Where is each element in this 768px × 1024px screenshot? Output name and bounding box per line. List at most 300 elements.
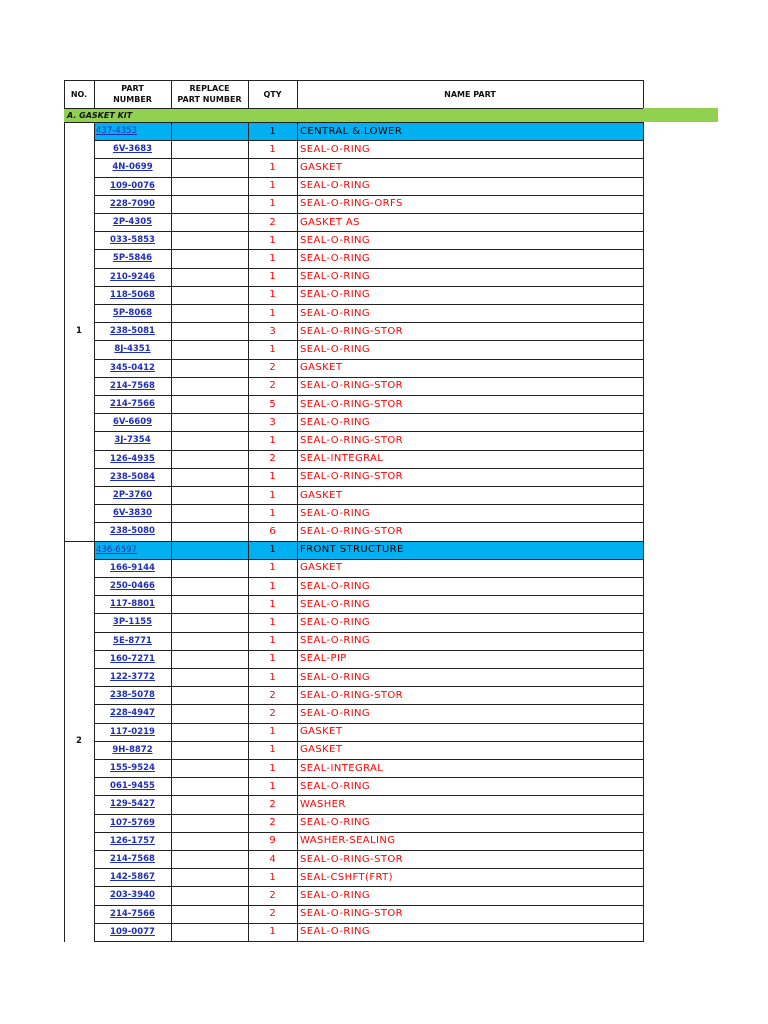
part-number-link[interactable] xyxy=(94,777,171,795)
part-number-text: 155-9524 xyxy=(110,763,155,774)
row-border xyxy=(94,249,643,250)
name-part-text: CENTRAL & LOWER xyxy=(300,125,403,137)
part-number-text: 160-7271 xyxy=(110,653,155,664)
name-part-text: WASHER xyxy=(300,798,346,810)
name-part-cell xyxy=(297,195,643,213)
part-number-text: 3P-1155 xyxy=(112,617,153,628)
part-number-text: 345-0412 xyxy=(110,362,155,373)
qty-value: 1 xyxy=(269,507,276,519)
part-number-text: 437-4353 xyxy=(96,126,137,137)
qty-cell xyxy=(248,140,297,158)
part-number-text: 118-5068 xyxy=(110,289,155,300)
name-part-text: SEAL-O-RING xyxy=(300,252,371,264)
qty-value: 2 xyxy=(269,453,276,465)
part-number-text: 8J-4351 xyxy=(114,344,151,355)
qty-cell xyxy=(248,213,297,231)
part-number-link[interactable] xyxy=(94,213,171,231)
name-part-text: SEAL-O-RING-STOR xyxy=(300,853,403,865)
name-part-text: SEAL-O-RING xyxy=(300,635,371,647)
part-number-text: 109-0077 xyxy=(110,926,155,937)
qty-value: 1 xyxy=(269,343,276,355)
qty-cell xyxy=(248,613,297,631)
header-replace-line: REPLACE xyxy=(189,84,230,93)
name-part-text: SEAL-O-RING xyxy=(300,926,371,938)
replace-part-number xyxy=(171,213,248,231)
qty-value: 1 xyxy=(269,871,276,883)
qty-value: 1 xyxy=(269,271,276,283)
name-part-text: SEAL-O-RING-ORFS xyxy=(300,198,403,210)
name-part-cell xyxy=(297,686,643,704)
name-part-cell xyxy=(297,158,643,176)
part-number-link[interactable] xyxy=(94,486,171,504)
group-border xyxy=(64,122,643,123)
part-number-text: 203-3940 xyxy=(110,890,155,901)
name-part-cell xyxy=(297,832,643,850)
replace-part-number xyxy=(171,504,248,522)
part-number-link[interactable] xyxy=(94,613,171,631)
replace-part-number xyxy=(171,122,248,140)
qty-value: 1 xyxy=(269,726,276,738)
name-part-cell xyxy=(297,559,643,577)
name-part-cell xyxy=(297,886,643,904)
name-part-text: SEAL-O-RING xyxy=(300,234,371,246)
replace-part-number xyxy=(171,704,248,722)
qty-value: 1 xyxy=(269,143,276,155)
group-number-text: 1 xyxy=(76,326,82,337)
part-number-link[interactable] xyxy=(94,650,171,668)
row-border xyxy=(94,704,643,705)
name-part-text: SEAL-O-RING-STOR xyxy=(300,471,403,483)
qty-cell xyxy=(248,486,297,504)
row-border xyxy=(94,668,643,669)
row-border xyxy=(94,213,643,214)
row-border xyxy=(94,286,643,287)
replace-part-number xyxy=(171,322,248,340)
part-number-text: 214-7568 xyxy=(110,380,155,391)
part-number-text: 5P-5846 xyxy=(112,253,153,264)
name-part-text: SEAL-O-RING-STOR xyxy=(300,380,403,392)
part-number-link[interactable] xyxy=(94,850,171,868)
qty-value: 1 xyxy=(269,744,276,756)
part-number-link[interactable] xyxy=(94,304,171,322)
part-number-link[interactable] xyxy=(94,886,171,904)
part-number-text: 9H-8872 xyxy=(112,744,153,755)
qty-value: 1 xyxy=(269,562,276,574)
part-number-text: 5P-8068 xyxy=(112,308,153,319)
row-border xyxy=(94,832,643,833)
part-number-link[interactable] xyxy=(94,431,171,449)
header-col-border xyxy=(64,80,65,108)
replace-part-number xyxy=(171,686,248,704)
name-part-text: SEAL-O-RING xyxy=(300,580,371,592)
replace-part-number xyxy=(171,304,248,322)
name-part-cell xyxy=(297,140,643,158)
name-part-cell xyxy=(297,577,643,595)
part-number-text: 117-8801 xyxy=(110,599,155,610)
part-number-link[interactable] xyxy=(94,923,171,941)
row-border xyxy=(94,304,643,305)
replace-part-number xyxy=(171,195,248,213)
qty-value: 1 xyxy=(269,616,276,628)
part-number-text: 117-0219 xyxy=(110,726,155,737)
replace-part-number xyxy=(171,541,248,559)
qty-value: 9 xyxy=(269,835,276,847)
row-border xyxy=(94,468,643,469)
row-border xyxy=(94,613,643,614)
row-border xyxy=(94,231,643,232)
group-number xyxy=(64,122,94,541)
qty-cell xyxy=(248,723,297,741)
row-border xyxy=(94,868,643,869)
qty-cell xyxy=(248,322,297,340)
part-number-link[interactable] xyxy=(94,741,171,759)
name-part-text: SEAL-INTEGRAL xyxy=(300,453,384,465)
part-number-link[interactable] xyxy=(94,632,171,650)
part-number-text: 3J-7354 xyxy=(114,435,151,446)
name-part-cell xyxy=(297,650,643,668)
name-part-text: SEAL-INTEGRAL xyxy=(300,762,384,774)
qty-value: 1 xyxy=(269,598,276,610)
row-border xyxy=(94,632,643,633)
qty-value: 1 xyxy=(269,635,276,647)
part-number-text: 238-5078 xyxy=(110,690,155,701)
name-part-cell xyxy=(297,268,643,286)
part-number-link[interactable] xyxy=(94,268,171,286)
header-no xyxy=(64,80,94,108)
part-number-link[interactable] xyxy=(94,832,171,850)
name-part-cell xyxy=(297,595,643,613)
qty-cell xyxy=(248,431,297,449)
part-number-link[interactable] xyxy=(94,158,171,176)
part-number-link[interactable] xyxy=(94,395,171,413)
name-part-cell xyxy=(297,923,643,941)
part-number-text: 228-4947 xyxy=(110,708,155,719)
part-number-link[interactable] xyxy=(94,868,171,886)
qty-value: 1 xyxy=(269,780,276,792)
part-number-text: 228-7090 xyxy=(110,198,155,209)
name-part-cell xyxy=(297,359,643,377)
name-part-cell xyxy=(297,541,643,559)
replace-part-number xyxy=(171,759,248,777)
replace-part-number xyxy=(171,923,248,941)
part-number-link[interactable] xyxy=(94,140,171,158)
name-part-cell xyxy=(297,632,643,650)
name-part-cell xyxy=(297,213,643,231)
qty-cell xyxy=(248,632,297,650)
qty-value: 1 xyxy=(269,252,276,264)
part-number-text: 166-9144 xyxy=(110,562,155,573)
qty-cell xyxy=(248,905,297,923)
row-border xyxy=(94,923,643,924)
part-number-text: 214-7568 xyxy=(110,854,155,865)
part-number-link[interactable] xyxy=(94,795,171,813)
qty-cell xyxy=(248,450,297,468)
name-part-cell xyxy=(297,122,643,140)
part-number-link[interactable] xyxy=(94,468,171,486)
name-part-cell xyxy=(297,777,643,795)
name-part-cell xyxy=(297,795,643,813)
name-part-text: SEAL-O-RING xyxy=(300,507,371,519)
part-number-link[interactable] xyxy=(94,814,171,832)
qty-cell xyxy=(248,122,297,140)
part-number-text: 210-9246 xyxy=(110,271,155,282)
part-number-link[interactable] xyxy=(94,450,171,468)
qty-value: 2 xyxy=(269,707,276,719)
name-part-cell xyxy=(297,668,643,686)
part-number-link[interactable] xyxy=(94,359,171,377)
qty-value: 2 xyxy=(269,798,276,810)
part-number-link[interactable] xyxy=(94,377,171,395)
qty-cell xyxy=(248,359,297,377)
qty-cell xyxy=(248,249,297,267)
section-title-bar xyxy=(64,108,718,122)
header-part-number-line: NUMBER xyxy=(113,95,152,104)
part-number-text: 238-5084 xyxy=(110,471,155,482)
part-number-link[interactable] xyxy=(94,723,171,741)
name-part-text: SEAL-O-RING xyxy=(300,143,371,155)
row-border xyxy=(94,322,643,323)
name-part-cell xyxy=(297,613,643,631)
qty-value: 2 xyxy=(269,817,276,829)
name-part-text: SEAL-O-RING xyxy=(300,817,371,829)
part-number-link[interactable] xyxy=(94,504,171,522)
name-part-cell xyxy=(297,468,643,486)
part-number-link[interactable] xyxy=(94,177,171,195)
header-col-border xyxy=(171,80,172,108)
qty-cell xyxy=(248,832,297,850)
name-part-text: GASKET xyxy=(300,489,343,501)
name-part-text: SEAL-O-RING xyxy=(300,343,371,355)
name-part-cell xyxy=(297,431,643,449)
part-number-text: 6V-3830 xyxy=(112,508,153,519)
group-number-text: 2 xyxy=(76,735,82,746)
col-border xyxy=(64,122,65,942)
header-col-border xyxy=(643,80,644,108)
qty-cell xyxy=(248,195,297,213)
row-border xyxy=(94,413,643,414)
replace-part-number xyxy=(171,359,248,377)
qty-cell xyxy=(248,340,297,358)
row-border xyxy=(94,723,643,724)
name-part-cell xyxy=(297,504,643,522)
header-col-border xyxy=(297,80,298,108)
name-part-cell xyxy=(297,340,643,358)
replace-part-number xyxy=(171,158,248,176)
col-border xyxy=(248,122,249,942)
qty-cell xyxy=(248,668,297,686)
part-number-link[interactable] xyxy=(94,704,171,722)
qty-value: 1 xyxy=(269,161,276,173)
part-number-text: 126-1757 xyxy=(110,835,155,846)
name-part-cell xyxy=(297,413,643,431)
name-part-cell xyxy=(297,304,643,322)
part-number-link[interactable] xyxy=(94,577,171,595)
qty-value: 1 xyxy=(269,580,276,592)
qty-cell xyxy=(248,286,297,304)
col-border xyxy=(643,122,644,942)
name-part-cell xyxy=(297,868,643,886)
part-number-link[interactable] xyxy=(94,195,171,213)
part-number-text: 238-5081 xyxy=(110,326,155,337)
row-border xyxy=(94,577,643,578)
row-border xyxy=(94,595,643,596)
part-number-link[interactable] xyxy=(94,668,171,686)
header-name-part-label: NAME PART xyxy=(444,89,496,99)
qty-cell xyxy=(248,577,297,595)
name-part-text: SEAL-O-RING-STOR xyxy=(300,525,403,537)
qty-cell xyxy=(248,814,297,832)
part-number-link[interactable] xyxy=(94,413,171,431)
row-border xyxy=(94,650,643,651)
name-part-text: SEAL-O-RING xyxy=(300,271,371,283)
name-part-text: SEAL-O-RING xyxy=(300,889,371,901)
replace-part-number xyxy=(171,413,248,431)
part-number-text: 109-0076 xyxy=(110,180,155,191)
part-number-text: 214-7566 xyxy=(110,399,155,410)
part-number-link[interactable] xyxy=(94,541,171,559)
qty-cell xyxy=(248,795,297,813)
qty-cell xyxy=(248,268,297,286)
name-part-text: GASKET xyxy=(300,362,343,374)
qty-cell xyxy=(248,886,297,904)
qty-cell xyxy=(248,304,297,322)
name-part-cell xyxy=(297,249,643,267)
part-number-link[interactable] xyxy=(94,322,171,340)
replace-part-number xyxy=(171,231,248,249)
part-number-link[interactable] xyxy=(94,231,171,249)
replace-part-number xyxy=(171,850,248,868)
name-part-text: SEAL-O-RING-STOR xyxy=(300,689,403,701)
replace-part-number xyxy=(171,559,248,577)
qty-value: 2 xyxy=(269,689,276,701)
row-border xyxy=(94,905,643,906)
part-number-link[interactable] xyxy=(94,759,171,777)
part-number-link[interactable] xyxy=(94,340,171,358)
qty-value: 1 xyxy=(269,234,276,246)
name-part-cell xyxy=(297,286,643,304)
part-number-text: 061-9455 xyxy=(110,781,155,792)
row-border xyxy=(94,377,643,378)
qty-cell xyxy=(248,686,297,704)
name-part-text: GASKET AS xyxy=(300,216,360,228)
part-number-text: 126-4935 xyxy=(110,453,155,464)
name-part-text: SEAL-O-RING-STOR xyxy=(300,908,403,920)
qty-value: 3 xyxy=(269,416,276,428)
name-part-text: GASKET xyxy=(300,161,343,173)
name-part-text: FRONT STRUCTURE xyxy=(300,544,404,556)
row-border xyxy=(94,158,643,159)
name-part-text: SEAL-PIP xyxy=(300,653,347,665)
row-border xyxy=(94,504,643,505)
part-number-link[interactable] xyxy=(94,595,171,613)
name-part-cell xyxy=(297,450,643,468)
part-number-text: 033-5853 xyxy=(110,235,155,246)
header-col-border xyxy=(94,80,95,108)
replace-part-number xyxy=(171,377,248,395)
replace-part-number xyxy=(171,395,248,413)
row-border xyxy=(94,741,643,742)
qty-cell xyxy=(248,559,297,577)
name-part-text: GASKET xyxy=(300,744,343,756)
qty-value: 1 xyxy=(269,198,276,210)
part-number-link[interactable] xyxy=(94,122,171,140)
header-part-number xyxy=(94,80,171,108)
row-border xyxy=(94,195,643,196)
name-part-cell xyxy=(297,177,643,195)
qty-value: 2 xyxy=(269,908,276,920)
name-part-cell xyxy=(297,905,643,923)
group-border xyxy=(64,541,643,542)
name-part-text: GASKET xyxy=(300,726,343,738)
qty-value: 1 xyxy=(269,471,276,483)
row-border xyxy=(94,340,643,341)
qty-cell xyxy=(248,923,297,941)
replace-part-number xyxy=(171,886,248,904)
col-border xyxy=(171,122,172,942)
part-number-text: 107-5769 xyxy=(110,817,155,828)
part-number-text: 2P-4305 xyxy=(112,217,153,228)
replace-part-number xyxy=(171,777,248,795)
qty-cell xyxy=(248,395,297,413)
qty-cell xyxy=(248,850,297,868)
qty-cell xyxy=(248,704,297,722)
row-border xyxy=(94,450,643,451)
row-border xyxy=(94,359,643,360)
name-part-text: SEAL-CSHFT(FRT) xyxy=(300,871,393,883)
replace-part-number xyxy=(171,613,248,631)
replace-part-number xyxy=(171,814,248,832)
qty-cell xyxy=(248,522,297,540)
part-number-link[interactable] xyxy=(94,559,171,577)
name-part-cell xyxy=(297,704,643,722)
header-replace-part-number xyxy=(171,80,248,108)
row-border xyxy=(94,559,643,560)
qty-value: 2 xyxy=(269,889,276,901)
name-part-text: WASHER-SEALING xyxy=(300,835,396,847)
part-number-link[interactable] xyxy=(94,286,171,304)
qty-value: 1 xyxy=(269,671,276,683)
name-part-text: GASKET xyxy=(300,562,343,574)
row-border xyxy=(94,431,643,432)
header-no-label: NO. xyxy=(70,89,88,99)
part-number-link[interactable] xyxy=(94,686,171,704)
part-number-text: 214-7566 xyxy=(110,908,155,919)
qty-cell xyxy=(248,595,297,613)
replace-part-number xyxy=(171,632,248,650)
part-number-link[interactable] xyxy=(94,905,171,923)
qty-value: 1 xyxy=(269,125,276,137)
part-number-link[interactable] xyxy=(94,249,171,267)
name-part-text: SEAL-O-RING xyxy=(300,289,371,301)
replace-part-number xyxy=(171,450,248,468)
part-number-link[interactable] xyxy=(94,522,171,540)
replace-part-number xyxy=(171,486,248,504)
name-part-cell xyxy=(297,741,643,759)
qty-value: 4 xyxy=(269,853,276,865)
col-border xyxy=(94,122,95,942)
replace-part-number xyxy=(171,577,248,595)
replace-part-number xyxy=(171,905,248,923)
qty-cell xyxy=(248,541,297,559)
part-number-text: 436-6597 xyxy=(96,544,137,555)
qty-cell xyxy=(248,377,297,395)
row-border xyxy=(94,486,643,487)
header-qty xyxy=(248,80,297,108)
name-part-cell xyxy=(297,723,643,741)
part-number-text: 238-5080 xyxy=(110,526,155,537)
header-part-number-line: PART xyxy=(121,84,144,93)
replace-part-number xyxy=(171,741,248,759)
